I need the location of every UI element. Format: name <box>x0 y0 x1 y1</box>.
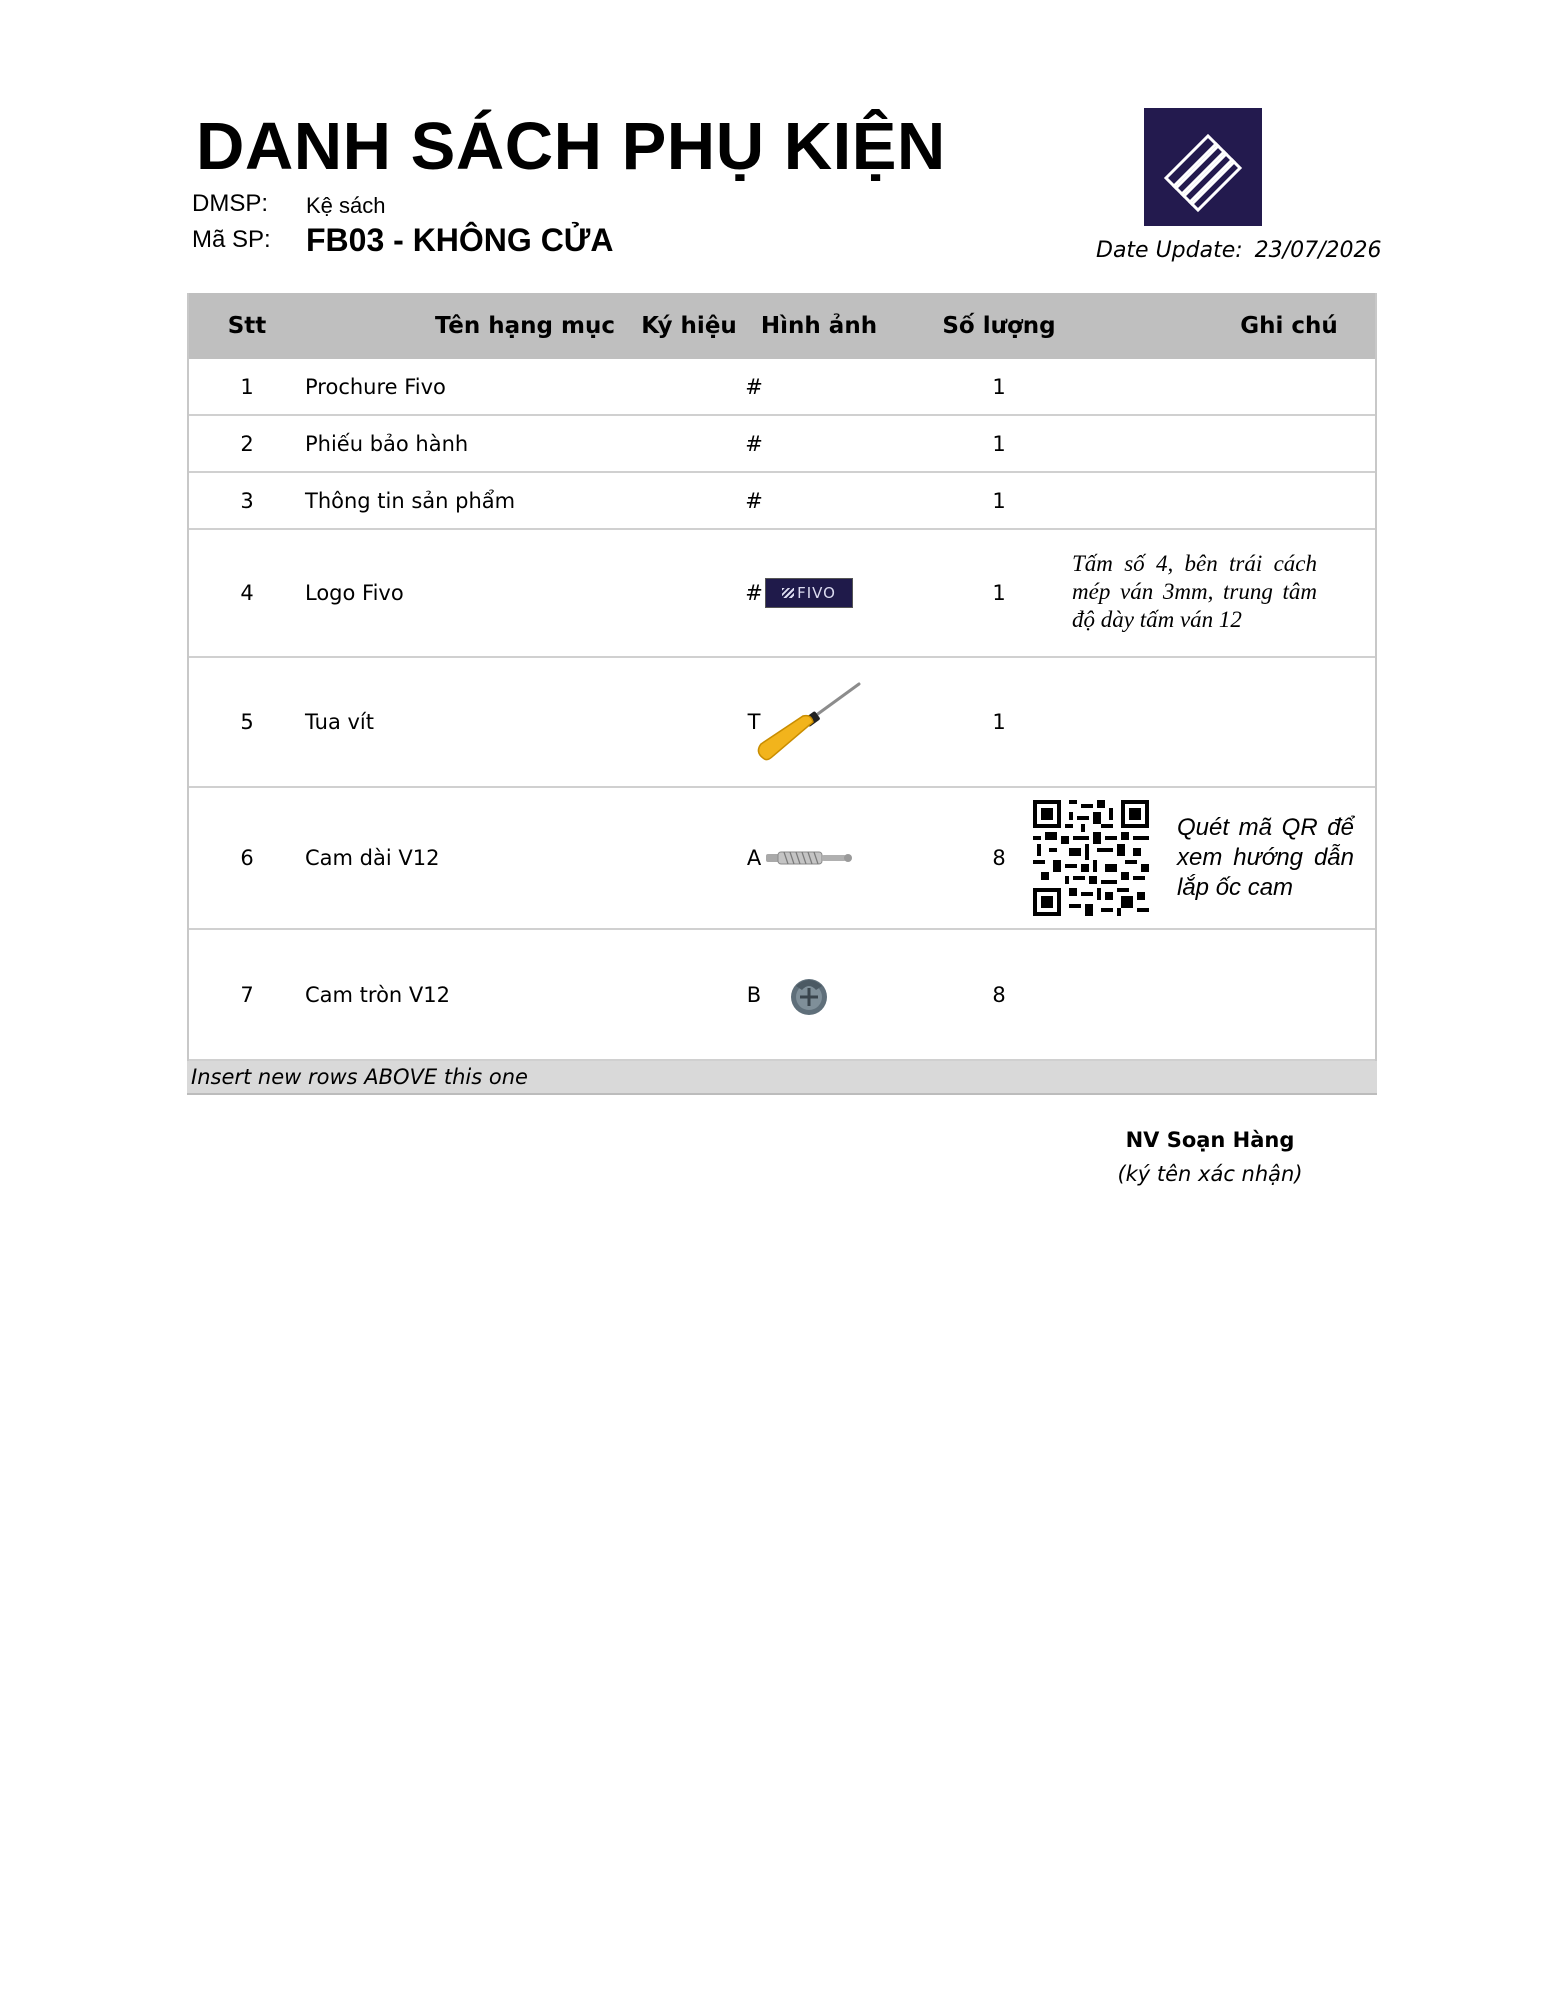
row-quantity: 8 <box>992 982 1006 1007</box>
dmsp-label: DMSP: <box>192 190 269 217</box>
row-symbol: B <box>746 982 762 1007</box>
row-name: Phiếu bảo hành <box>305 431 469 456</box>
row-name: Cam tròn V12 <box>305 982 450 1007</box>
table-row <box>189 359 1375 416</box>
row-symbol: # <box>745 581 763 605</box>
accessory-table <box>187 293 1377 1061</box>
company-logo <box>1144 108 1262 226</box>
table-row <box>189 473 1375 530</box>
insert-rows-note: Insert new rows ABOVE this one <box>187 1061 1377 1095</box>
row-quantity: 1 <box>992 710 1006 734</box>
date-update-value: 23/07/2026 <box>1254 238 1382 263</box>
signature-subtitle: (ký tên xác nhận) <box>1117 1162 1303 1186</box>
row-name: Cam dài V12 <box>305 846 440 870</box>
row-stt: 4 <box>240 581 254 605</box>
signature-title: NV Soạn Hàng <box>1125 1128 1295 1152</box>
row-stt: 5 <box>240 710 254 734</box>
row-symbol: # <box>745 374 763 399</box>
row-quantity: 1 <box>992 374 1006 399</box>
fivo-stripes-icon <box>782 588 794 598</box>
date-update-label: Date Update: <box>1096 238 1243 263</box>
row-name: Tua vít <box>305 710 374 734</box>
row-name: Thông tin sản phẩm <box>305 488 516 513</box>
row-stt: 3 <box>240 488 254 513</box>
row-symbol: A <box>746 846 762 870</box>
row-stt: 6 <box>240 846 254 870</box>
row-note: Tấm số 4, bên trái cách mép ván 3mm, trung tâm độ dày tấm ván 12 <box>1072 551 1317 632</box>
date-update <box>1096 238 1381 263</box>
table-row <box>189 530 1375 658</box>
column-header-stt: Stt <box>227 313 267 339</box>
column-header-symbol: Ký hiệu <box>641 313 737 339</box>
row-quantity: 8 <box>992 846 1006 870</box>
row-symbol: # <box>745 431 763 456</box>
row-quantity: 1 <box>992 488 1006 513</box>
row-symbol: T <box>747 710 761 734</box>
row-note: Quét mã QR để xem hướng dẫn lắp ốc cam <box>1177 814 1354 901</box>
column-header-quantity: Số lượng <box>942 313 1056 339</box>
row-stt: 2 <box>240 431 254 456</box>
table-row <box>189 658 1375 788</box>
table-row <box>189 788 1375 930</box>
page-title: DANH SÁCH PHỤ KIỆN <box>196 109 946 184</box>
table-header <box>189 293 1375 359</box>
fivo-logo-text: FIVO <box>797 584 836 602</box>
stripes-logo-icon <box>1144 108 1262 226</box>
round-cam-lock-icon <box>714 930 904 1059</box>
dmsp-value: Kệ sách <box>306 193 386 218</box>
table-row <box>189 930 1375 1061</box>
row-symbol: # <box>745 488 763 513</box>
column-header-image: Hình ảnh <box>760 313 878 339</box>
row-name: Logo Fivo <box>305 581 404 605</box>
row-quantity: 1 <box>992 581 1006 605</box>
row-quantity: 1 <box>992 431 1006 456</box>
column-header-note: Ghi chú <box>1240 313 1338 339</box>
row-stt: 1 <box>240 374 254 399</box>
row-stt: 7 <box>240 982 254 1007</box>
long-cam-bolt-icon <box>714 788 904 928</box>
fivo-logo-plate <box>724 530 894 656</box>
screwdriver-icon <box>714 658 904 786</box>
column-header-name: Tên hạng mục <box>434 313 615 339</box>
product-code-value: FB03 - KHÔNG CỬA <box>306 222 614 258</box>
table-row <box>189 416 1375 473</box>
qr-code <box>1033 800 1149 916</box>
product-code-label: Mã SP: <box>192 226 271 253</box>
row-name: Prochure Fivo <box>305 374 446 399</box>
